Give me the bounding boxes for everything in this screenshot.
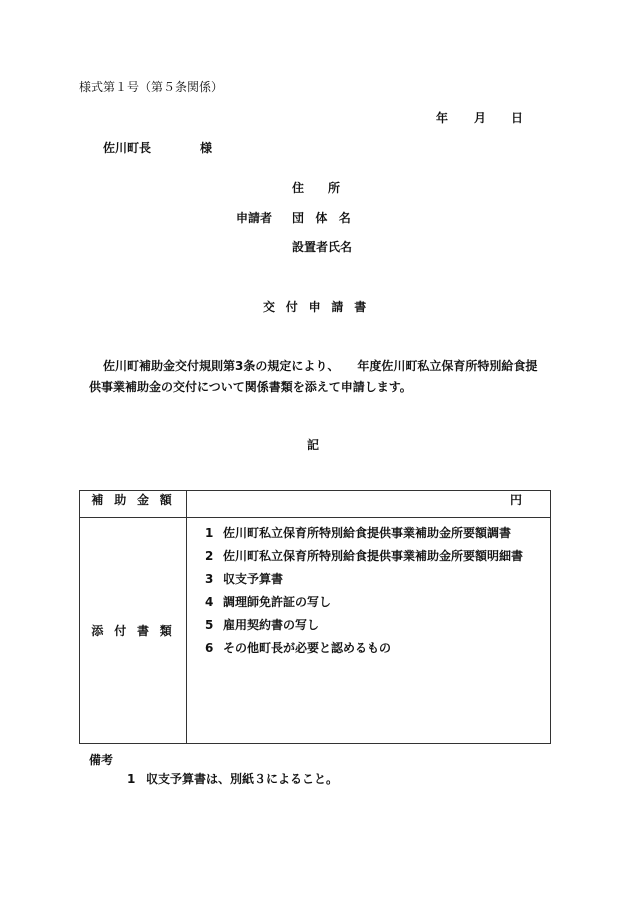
remarks-title: 備考 xyxy=(89,753,114,767)
list-item xyxy=(205,572,550,595)
remarks-item-text: 収支予算書は、別紙３によること。 xyxy=(146,772,339,786)
amount-row xyxy=(80,491,551,518)
item-text: 雇用契約書の写し xyxy=(223,618,320,632)
item-number: 5 xyxy=(205,618,214,632)
attachments-label: 添付書類 xyxy=(80,518,187,744)
amount-label: 補助金額 xyxy=(80,491,187,518)
attachments-cell xyxy=(187,518,551,744)
list-item xyxy=(205,618,550,641)
item-number: 4 xyxy=(205,595,214,609)
date-day: 日 xyxy=(511,111,524,125)
item-number: 1 xyxy=(205,526,214,540)
document-title: 交付申請書 xyxy=(263,300,378,314)
attachments-row xyxy=(80,518,551,744)
item-text: 収支予算書 xyxy=(223,572,284,586)
applicant-label: 申請者 xyxy=(236,211,273,225)
list-item xyxy=(205,526,550,549)
item-text: その他町長が必要と認めるもの xyxy=(223,641,392,655)
addressee-honorific: 様 xyxy=(200,141,213,155)
item-number: 2 xyxy=(205,549,214,563)
item-number: 6 xyxy=(205,641,214,655)
list-item xyxy=(205,641,550,664)
list-item xyxy=(205,549,550,572)
addressee-name: 佐川町長 xyxy=(103,141,152,155)
form-number: 様式第１号（第５条関係） xyxy=(79,80,224,94)
body-line-2: 供事業補助金の交付について関係書類を添えて申請します。 xyxy=(89,380,412,394)
applicant-group-label: 団 体 名 xyxy=(292,211,355,225)
date-year: 年 xyxy=(436,111,449,125)
ki-heading: 記 xyxy=(307,438,320,452)
record-table xyxy=(79,490,551,744)
item-text: 佐川町私立保育所特別給食提供事業補助金所要額明細書 xyxy=(223,549,524,563)
attachments-list xyxy=(187,518,550,664)
item-text: 調理師免許証の写し xyxy=(223,595,332,609)
item-text: 佐川町私立保育所特別給食提供事業補助金所要額調書 xyxy=(223,526,512,540)
applicant-address-label: 住 所 xyxy=(292,181,341,195)
date-month: 月 xyxy=(474,111,487,125)
list-item xyxy=(205,595,550,618)
amount-unit: 円 xyxy=(187,491,551,518)
remarks-item-number: 1 xyxy=(127,772,136,786)
item-number: 3 xyxy=(205,572,214,586)
applicant-founder-label: 設置者氏名 xyxy=(292,240,353,254)
body-line-1: 佐川町補助金交付規則第3条の規定により、 年度佐川町私立保育所特別給食提 xyxy=(103,359,538,373)
